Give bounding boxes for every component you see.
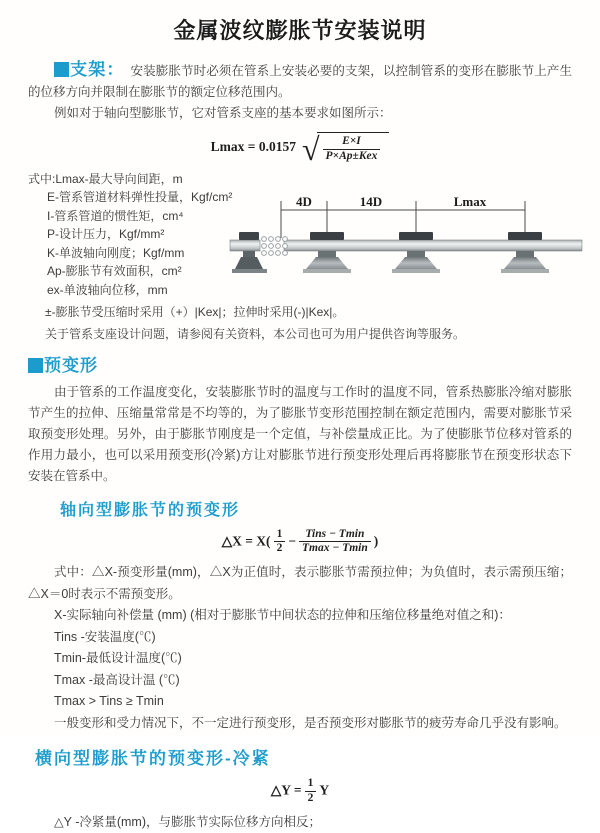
pipe-support-diagram (230, 194, 582, 290)
dim-label-4d: 4D (296, 193, 312, 209)
axial-note: 一般变形和受力情况下，不一定进行预变形，是否预变形对膨胀节的疲劳寿命几乎没有影响。 (54, 715, 567, 730)
pipe-main (284, 240, 582, 251)
lateral-predeform-heading: 横向型膨胀节的预变形-冷紧 (35, 749, 271, 769)
support-intro-paragraph (28, 59, 572, 103)
variable-line: K-单波轴向刚度；Kgf/mm (47, 245, 185, 260)
radical-sign-icon: √ (301, 131, 320, 167)
guide-support (501, 232, 549, 273)
variable-line: E-管系管道材料弹性投量，Kgf/cm² (47, 190, 233, 205)
lateral-formula-rhs: Y (319, 782, 330, 798)
variable-line: P-设计压力，Kgf/mm² (47, 227, 165, 242)
support-intro-text: 安装膨胀节时必须在管系上安装必要的支架，以控制管系的变形在膨胀节上产生的位移方向并限制在膨胀节的额定位移范围内。 (28, 64, 572, 99)
half-numerator: 1 (274, 528, 286, 543)
axial-note: X-实际轴向补偿量 (mm) (相对于膨胀节中间状态的拉伸和压缩位移量绝对值之和)： (54, 608, 511, 623)
axial-note: Tins -安装温度(℃) (54, 629, 156, 644)
dimension-labels (296, 194, 487, 209)
section-square-icon (54, 62, 69, 77)
half-denominator: 2 (276, 542, 283, 555)
lateral-formula-lhs: △Y = (270, 782, 302, 798)
predeform-body-paragraph: 由于管系的工作温度变化，安装膨胀节时的温度与工作时的温度不同，管系热膨胀冷缩对膨胀节产生的拉伸、压缩量常常是不均等的，为了膨胀节变形范围控制在额定范围内，需要对膨胀节采取预变形处理。另外，由于膨胀节刚度是一个定值，与补偿量成正比。为了使膨胀节位移对管系的作用力最小，也可以采用预变形(冷紧)方让对膨胀节进行预变形处理后再将膨胀节在预变形状态下安装在管系中。 (28, 384, 572, 483)
variables-and-diagram (28, 170, 572, 300)
axial-predeform-formula (28, 528, 572, 557)
lmax-formula-lhs: Lmax = 0.0157 (210, 138, 296, 154)
temp-fraction-denominator: Tmax − Tmin (302, 542, 368, 555)
lmax-fraction (323, 135, 381, 164)
section-title-predeform: 预变形 (44, 355, 98, 375)
axial-formula-lhs: △X = X( (221, 532, 271, 548)
dim-label-14d: 14D (359, 193, 383, 209)
section-square-icon (28, 358, 43, 373)
axial-note: 式中：△X-预变形量(mm)，△X为正值时，表示膨胀节需预拉伸；为负值时，表示需预压缩；△X＝0时表示不需预变形。 (28, 565, 572, 601)
lmax-fraction-numerator: E×I (323, 135, 381, 150)
guide-support (392, 232, 440, 273)
axial-note: Tmax > Tins ≥ Tmin (54, 694, 164, 709)
pipe-left-stub (230, 240, 260, 251)
dim-label-lmax: Lmax (453, 193, 487, 209)
predeform-heading-row (28, 355, 572, 376)
axial-note: Tmin-最低设计温度(℃) (54, 651, 182, 666)
temperature-fraction (299, 528, 371, 557)
support-example-line: 例如对于轴向型膨胀节，它对管系支座的基本要求如图所示： (54, 106, 392, 120)
axial-predeform-heading: 轴向型膨胀节的预变形 (60, 501, 241, 519)
axial-formula-rhs: ) (373, 532, 379, 548)
page-title: 金属波纹膨胀节安装说明 (173, 18, 427, 43)
half-fraction (305, 777, 317, 806)
axial-formula-notes (28, 562, 572, 734)
consult-note: 关于管系支座设计问题，请参阅有关资料，本公司也可为用户提供咨询等服务。 (45, 327, 466, 342)
lmax-formula (28, 131, 572, 167)
temp-fraction-numerator: Tins − Tmin (299, 528, 371, 543)
guide-support (303, 232, 351, 273)
variable-line: 式中:Lmax-最大导向间距，m (28, 171, 183, 186)
axial-note: Tmax -最高设计温 (℃) (54, 672, 180, 687)
pipe-support-diagram-svg (230, 194, 582, 290)
bellows-icon (262, 236, 288, 255)
variable-line: Ap-膨胀节有效面积，cm² (47, 264, 182, 279)
variable-line: I-管系管道的惯性矩，cm⁴ (47, 208, 184, 223)
variable-line: ex-单波轴向位移，mm (47, 282, 168, 297)
sqrt-expression (301, 131, 389, 167)
plus-minus-note: ±-膨胀节受压缩时采用（+）|Kex|；拉伸时采用(-)|Kex|。 (45, 304, 345, 319)
lateral-predeform-formula (28, 777, 572, 806)
lateral-formula-note: △Y -冷紧量(mm)，与膨胀节实际位移方向相反； (54, 814, 322, 829)
radicand (317, 132, 390, 164)
lmax-fraction-denominator: P×Ap±Kex (325, 149, 378, 162)
section-title-support: 支架： (70, 60, 125, 79)
half-denominator: 2 (307, 791, 314, 804)
half-fraction (274, 528, 286, 557)
half-numerator: 1 (305, 777, 317, 792)
minus-sign: − (288, 532, 297, 548)
